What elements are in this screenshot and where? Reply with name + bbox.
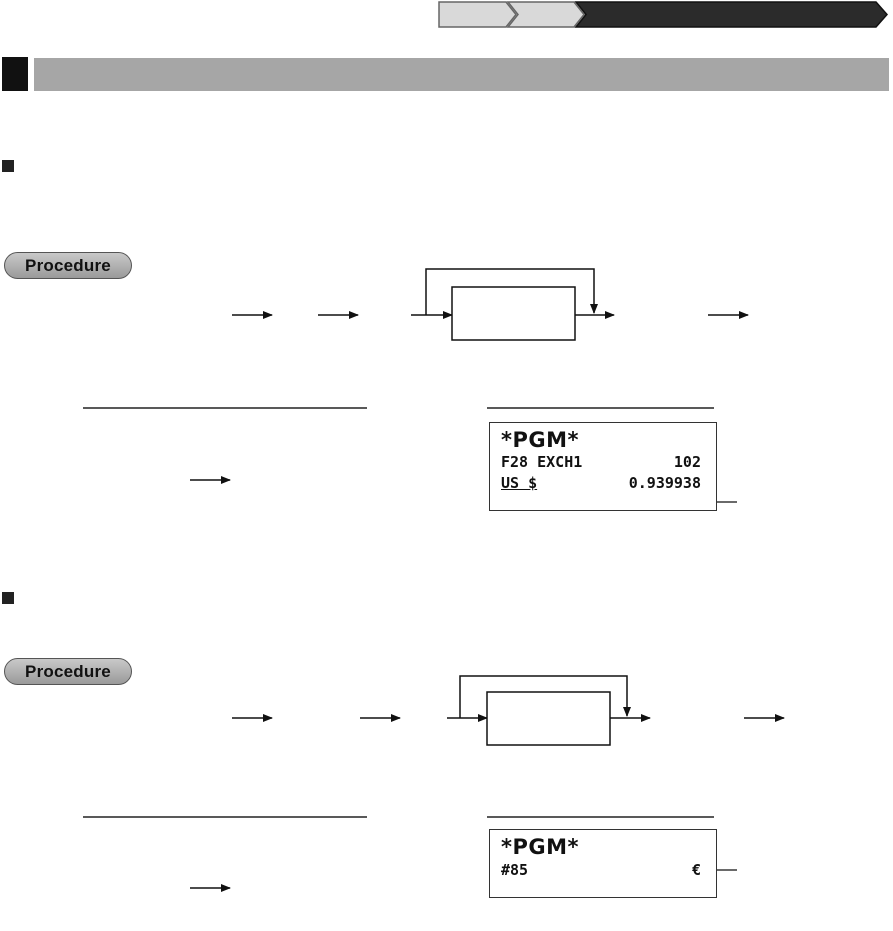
- receipt1-line2-right: 0.939938: [628, 474, 701, 492]
- receipt1-line1-left: F28 EXCH1: [501, 453, 583, 471]
- procedure-badge-2-label: Procedure: [25, 661, 111, 681]
- receipt2-line1-right: €: [691, 861, 701, 879]
- receipt2-title: *PGM*: [501, 835, 579, 859]
- procedure-badge-1-label: Procedure: [25, 255, 111, 275]
- receipt-print-2: [489, 829, 717, 898]
- receipt1-title: *PGM*: [501, 428, 579, 452]
- receipt-print-1: [489, 422, 717, 511]
- subsection-2-bullet: [2, 592, 14, 604]
- flow2-repeat-box: [487, 692, 610, 745]
- receipt1-line2-left: US $: [501, 474, 538, 492]
- procedure-badge-2: [4, 658, 132, 685]
- receipt2-line1-left: #85: [501, 861, 529, 879]
- receipt1-line1-right: 102: [673, 453, 701, 471]
- flow1-repeat-box: [452, 287, 575, 340]
